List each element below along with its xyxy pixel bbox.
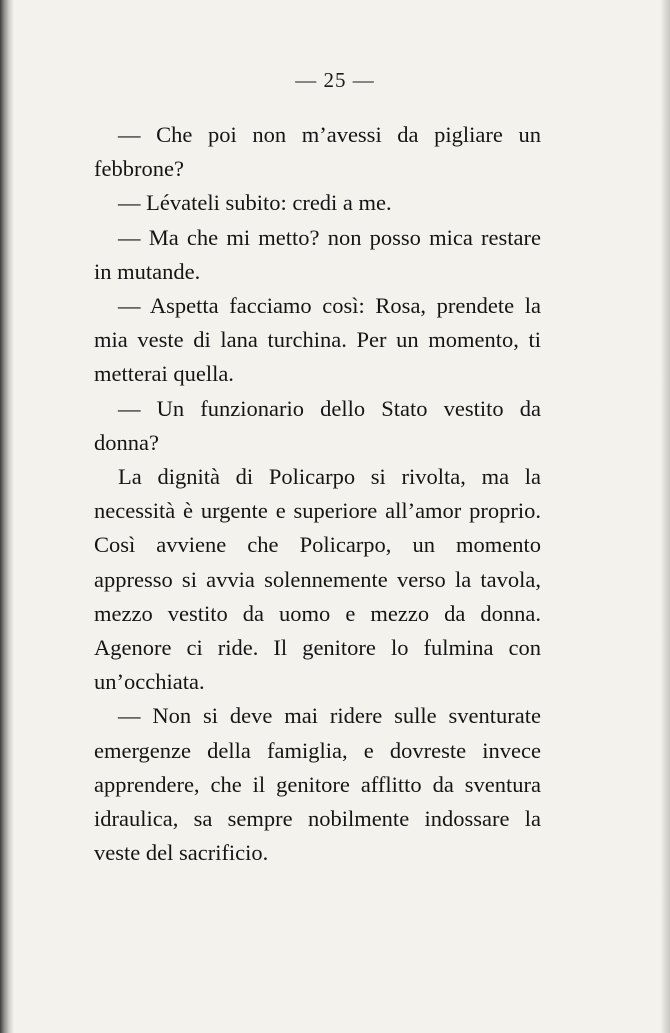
paragraph: — Non si deve mai ridere sulle sventurate emergenze della famiglia, e dovreste invece apprendere, che il genitore afflitto da sventura idraulica, sa sempre nobilmente indossare la veste del sacrificio. <box>94 703 541 866</box>
paragraph: — Un funzionario dello Stato vestito da donna? <box>94 395 541 455</box>
page-edge-shadow <box>660 0 670 1033</box>
page-binding-shadow <box>0 0 14 1033</box>
paragraph: — Ma che mi metto? non posso mica restare in mutande. <box>94 224 541 284</box>
paragraph: La dignità di Policarpo si rivolta, ma la necessità è urgente e superiore all’amor proprio. Così avviene che Policarpo, un momento appresso si avvia solennemente verso la tavola, mezzo vestito da uomo e mezzo da donna. Agenore ci ride. Il genitore lo fulmina con un’occhiata. <box>94 464 541 695</box>
body-text <box>94 118 541 870</box>
paragraph: — Che poi non m’avessi da pigliare un febbrone? <box>94 122 541 182</box>
paragraph: — Lévateli subito: credi a me. <box>118 190 392 216</box>
page-number: — 25 — <box>295 68 375 92</box>
paragraph: — Aspetta facciamo così: Rosa, prendete la mia veste di lana turchina. Per un momento, ti metterai quella. <box>94 293 541 387</box>
